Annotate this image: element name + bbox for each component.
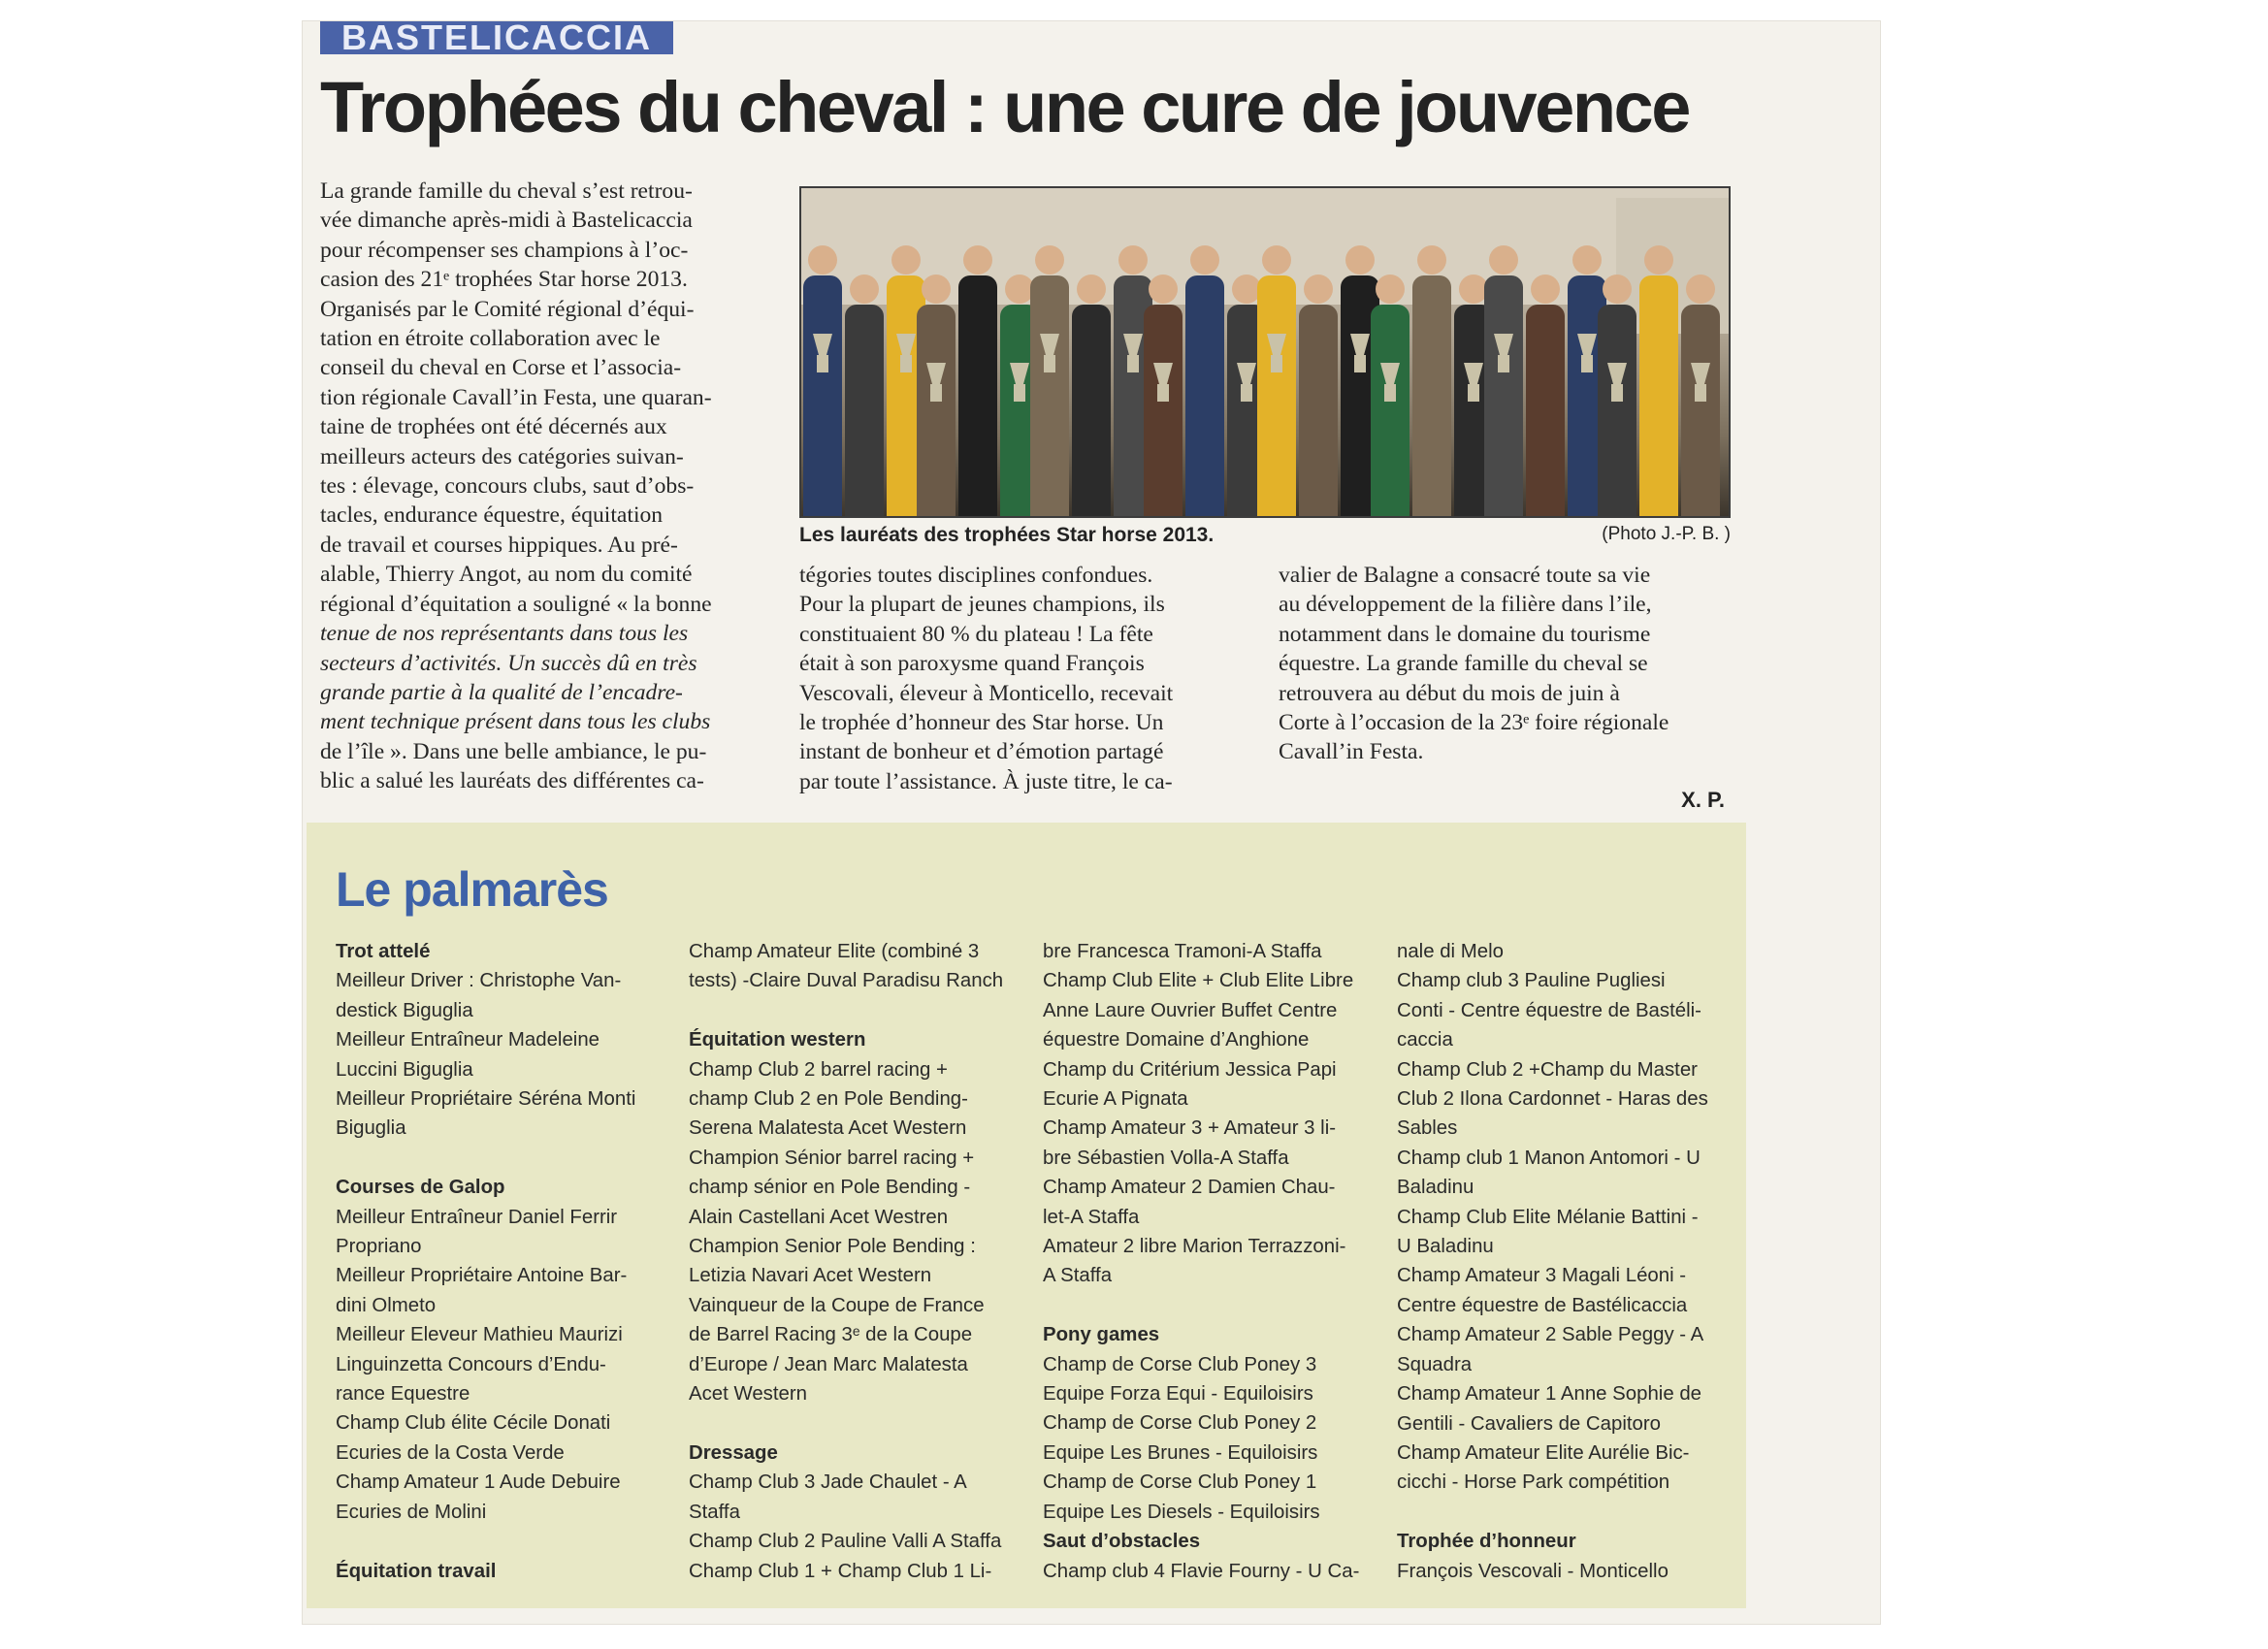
person-head	[1005, 275, 1034, 304]
person-figure	[1072, 305, 1111, 516]
article-line: Corte à l’occasion de la 23ᵉ foire régionale	[1279, 710, 1669, 736]
person-head	[1077, 275, 1106, 304]
section-tag: BASTELICACCIA	[320, 21, 673, 54]
palmares-entry: Champ Club 1 + Champ Club 1 Li-	[689, 1560, 992, 1582]
palmares-entry: Gentili - Cavaliers de Capitoro	[1397, 1412, 1661, 1435]
palmares-entry: Ecuries de Molini	[336, 1501, 487, 1523]
palmares-entry: Champ Amateur Elite Aurélie Bic-	[1397, 1441, 1690, 1464]
palmares-column-3	[1043, 937, 1382, 1586]
article-line: régional d’équitation a souligné « la bonne	[320, 591, 712, 617]
article-line: conseil du cheval en Corse et l’associa-	[320, 355, 682, 381]
palmares-entry: cicchi - Horse Park compétition	[1397, 1471, 1670, 1494]
person-head	[1417, 245, 1446, 275]
article-line: blic a salué les lauréats des différentes ca-	[320, 768, 704, 794]
palmares-entry: Baladinu	[1397, 1177, 1474, 1199]
person-head	[1232, 275, 1261, 304]
palmares-column-2	[689, 937, 1028, 1586]
article-column-3	[1279, 561, 1729, 767]
palmares-entry: Champ Amateur 2 Sable Peggy - A	[1397, 1324, 1704, 1346]
article-line: était à son paroxysme quand François	[799, 651, 1145, 677]
person-figure	[803, 275, 842, 516]
palmares-entry: Vainqueur de la Coupe de France	[689, 1294, 985, 1316]
palmares-entry: Champ Amateur 1 Anne Sophie de	[1397, 1383, 1702, 1406]
palmares-entry: Meilleur Propriétaire Antoine Bar-	[336, 1265, 628, 1287]
person-figure	[917, 305, 956, 516]
article-line: Organisés par le Comité régional d’équi-	[320, 296, 695, 322]
article-line: Vescovali, éleveur à Monticello, recevait	[799, 680, 1174, 706]
palmares-entry: U Baladinu	[1397, 1236, 1494, 1258]
palmares-category-heading: Trophée d’honneur	[1397, 1531, 1576, 1553]
palmares-entry: champ Club 2 en Pole Bending-	[689, 1088, 968, 1111]
article-line: par toute l’assistance. À juste titre, le ca-	[799, 768, 1173, 794]
article-line: Cavall’in Festa.	[1279, 739, 1424, 765]
palmares-entry: dini Olmeto	[336, 1294, 437, 1316]
palmares-entry: Champ club 3 Pauline Pugliesi	[1397, 970, 1666, 992]
palmares-entry: Amateur 2 libre Marion Terrazzoni-	[1043, 1236, 1346, 1258]
person-head	[1376, 275, 1405, 304]
person-head	[922, 275, 951, 304]
palmares-entry: Champ club 4 Flavie Fourny - U Ca-	[1043, 1560, 1360, 1582]
palmares-entry: Champ Amateur 2 Damien Chau-	[1043, 1177, 1336, 1199]
article-line: valier de Balagne a consacré toute sa vie	[1279, 563, 1651, 588]
palmares-entry: bre Sébastien Volla-A Staffa	[1043, 1147, 1289, 1169]
article-line: grande partie à la qualité de l’encadre-	[320, 679, 683, 705]
person-head	[1572, 245, 1602, 275]
article-line: alable, Thierry Angot, au nom du comité	[320, 562, 693, 588]
palmares-entry: François Vescovali - Monticello	[1397, 1560, 1669, 1582]
person-head	[1304, 275, 1333, 304]
palmares-entry: Champ de Corse Club Poney 1	[1043, 1471, 1317, 1494]
person-head	[1118, 245, 1148, 275]
palmares-category-heading: Courses de Galop	[336, 1177, 505, 1199]
article-line: instant de bonheur et d’émotion partagé	[799, 739, 1164, 765]
palmares-entry: Champ Club Elite Mélanie Battini -	[1397, 1206, 1699, 1228]
photo-caption-text: Les lauréats des trophées Star horse 2013.	[799, 524, 1215, 546]
palmares-entry: nale di Melo	[1397, 941, 1504, 962]
article-line: meilleurs acteurs des catégories suivan-	[320, 443, 684, 469]
article-line: au développement de la filière dans l’ile,	[1279, 592, 1652, 618]
palmares-category-heading: Équitation western	[689, 1029, 866, 1051]
person-head	[1644, 245, 1673, 275]
person-head	[1190, 245, 1219, 275]
palmares-title: Le palmarès	[336, 862, 608, 917]
person-figure	[1681, 305, 1720, 516]
palmares-category-heading: Équitation travail	[336, 1560, 497, 1582]
palmares-entry: Ecuries de la Costa Verde	[336, 1441, 565, 1464]
palmares-entry: Conti - Centre équestre de Bastéli-	[1397, 999, 1701, 1021]
person-head	[1459, 275, 1488, 304]
palmares-category-heading: Saut d’obstacles	[1043, 1531, 1201, 1553]
palmares-entry: Propriano	[336, 1236, 422, 1258]
palmares-entry: Champion Sénior barrel racing +	[689, 1147, 975, 1169]
person-head	[850, 275, 879, 304]
palmares-entry: Club 2 Ilona Cardonnet - Haras des	[1397, 1088, 1708, 1111]
person-head	[1603, 275, 1632, 304]
palmares-entry: Linguinzetta Concours d’Endu-	[336, 1353, 606, 1375]
person-figure	[958, 275, 997, 516]
article-line: vée dimanche après-midi à Bastelicaccia	[320, 208, 693, 234]
palmares-spacer	[689, 1408, 1028, 1438]
palmares-entry: Serena Malatesta Acet Western	[689, 1117, 967, 1140]
palmares-entry: Champ Amateur 3 + Amateur 3 li-	[1043, 1117, 1337, 1140]
article-line: tacles, endurance équestre, équitation	[320, 502, 664, 529]
palmares-entry: Champ du Critérium Jessica Papi	[1043, 1058, 1337, 1081]
person-figure	[1144, 305, 1183, 516]
palmares-entry: Champion Senior Pole Bending :	[689, 1236, 976, 1258]
article-line: taine de trophées ont été décernés aux	[320, 414, 667, 440]
palmares-entry: Meilleur Entraîneur Madeleine	[336, 1029, 600, 1051]
article-line: de l’île ». Dans une belle ambiance, le pu-	[320, 738, 707, 764]
palmares-entry: champ sénior en Pole Bending -	[689, 1177, 971, 1199]
palmares-column-4	[1397, 937, 1736, 1586]
photo-caption	[799, 524, 1731, 547]
palmares-entry: Letizia Navari Acet Western	[689, 1265, 932, 1287]
article-line: tion régionale Cavall’in Festa, une quaran-	[320, 384, 712, 410]
person-figure	[1030, 275, 1069, 516]
palmares-spacer	[689, 996, 1028, 1025]
palmares-entry: de Barrel Racing 3ᵉ de la Coupe	[689, 1324, 973, 1346]
palmares-entry: Champ Club 2 Pauline Valli A Staffa	[689, 1531, 1002, 1553]
palmares-entry: Equipe Les Diesels - Equiloisirs	[1043, 1501, 1320, 1523]
palmares-spacer	[336, 1527, 675, 1556]
palmares-entry: tests) -Claire Duval Paradisu Ranch	[689, 970, 1004, 992]
article-line: le trophée d’honneur des Star horse. Un	[799, 710, 1164, 736]
author-signature: X. P.	[1681, 788, 1725, 812]
newspaper-clipping	[303, 21, 1880, 1624]
palmares-entry: let-A Staffa	[1043, 1206, 1140, 1228]
person-head	[1035, 245, 1064, 275]
palmares-entry: A Staffa	[1043, 1265, 1113, 1287]
palmares-entry: Champ de Corse Club Poney 3	[1043, 1353, 1317, 1375]
palmares-spacer	[336, 1144, 675, 1173]
article-line: tes : élevage, concours clubs, saut d’obs-	[320, 473, 695, 500]
palmares-entry: Meilleur Driver : Christophe Van-	[336, 970, 622, 992]
person-figure	[1185, 275, 1224, 516]
article-line: Pour la plupart de jeunes champions, ils	[799, 592, 1165, 618]
article-line: tégories toutes disciplines confondues.	[799, 563, 1153, 588]
palmares-column-1	[336, 937, 675, 1586]
palmares-entry: Ecurie A Pignata	[1043, 1088, 1188, 1111]
palmares-entry: Meilleur Propriétaire Séréna Monti	[336, 1088, 636, 1111]
article-line: tation en étroite collaboration avec le	[320, 326, 661, 352]
person-head	[1262, 245, 1291, 275]
article-column-2	[799, 561, 1244, 796]
person-figure	[1299, 305, 1338, 516]
person-head	[1531, 275, 1560, 304]
palmares-entry: Champ Club 2 +Champ du Master	[1397, 1058, 1698, 1081]
person-head	[963, 245, 992, 275]
person-head	[808, 245, 837, 275]
article-line: pour récompenser ses champions à l’oc-	[320, 237, 689, 263]
person-head	[1686, 275, 1715, 304]
person-figure	[1371, 305, 1409, 516]
photo-illustration	[801, 188, 1729, 516]
palmares-entry: Centre équestre de Bastélicaccia	[1397, 1294, 1688, 1316]
person-figure	[1412, 275, 1451, 516]
palmares-entry: Equipe Les Brunes - Equiloisirs	[1043, 1441, 1318, 1464]
article-line: notamment dans le domaine du tourisme	[1279, 621, 1651, 647]
article-line: casion des 21ᵉ trophées Star horse 2013.	[320, 267, 688, 293]
palmares-entry: destick Biguglia	[336, 999, 473, 1021]
palmares-entry: Alain Castellani Acet Westren	[689, 1206, 949, 1228]
palmares-entry: Champ Club élite Cécile Donati	[336, 1412, 611, 1435]
person-figure	[1257, 275, 1296, 516]
palmares-entry: d’Europe / Jean Marc Malatesta	[689, 1353, 968, 1375]
palmares-entry: Champ Club Elite + Club Elite Libre	[1043, 970, 1354, 992]
palmares-entry: Champ Amateur 3 Magali Léoni -	[1397, 1265, 1687, 1287]
person-figure	[845, 305, 884, 516]
person-figure	[1639, 275, 1678, 516]
article-line: équestre. La grande famille du cheval se	[1279, 651, 1648, 677]
article-column-1	[320, 177, 774, 796]
person-head	[1345, 245, 1375, 275]
palmares-entry: Anne Laure Ouvrier Buffet Centre	[1043, 999, 1338, 1021]
article-line: retrouvera au début du mois de juin à	[1279, 680, 1620, 706]
article-line: La grande famille du cheval s’est retrou-	[320, 178, 693, 204]
palmares-entry: rance Equestre	[336, 1383, 470, 1406]
palmares-category-heading: Pony games	[1043, 1324, 1160, 1346]
person-head	[1489, 245, 1518, 275]
palmares-category-heading: Trot attelé	[336, 941, 431, 962]
person-head	[891, 245, 921, 275]
palmares-entry: Biguglia	[336, 1117, 406, 1140]
crowd-figures	[803, 245, 1720, 516]
palmares-entry: Champ Club 3 Jade Chaulet - A	[689, 1471, 967, 1494]
palmares-entry: Equipe Forza Equi - Equiloisirs	[1043, 1383, 1313, 1406]
palmares-spacer	[1043, 1291, 1382, 1320]
photo-credit: (Photo J.-P. B. )	[1602, 524, 1731, 544]
person-figure	[1526, 305, 1565, 516]
palmares-entry: Squadra	[1397, 1353, 1473, 1375]
article-line: tenue de nos représentants dans tous les	[320, 621, 689, 647]
group-photo	[799, 186, 1731, 518]
palmares-entry: équestre Domaine d’Anghione	[1043, 1029, 1310, 1051]
palmares-entry: Meilleur Eleveur Mathieu Maurizi	[336, 1324, 623, 1346]
person-figure	[1484, 275, 1523, 516]
palmares-entry: Luccini Biguglia	[336, 1058, 473, 1081]
palmares-entry: Champ Club 2 barrel racing +	[689, 1058, 948, 1081]
palmares-entry: Sables	[1397, 1117, 1458, 1140]
article-line: secteurs d’activités. Un succès dû en très	[320, 650, 697, 676]
article-line: de travail et courses hippiques. Au pré-	[320, 532, 678, 558]
palmares-entry: Staffa	[689, 1501, 740, 1523]
palmares-entry: Champ club 1 Manon Antomori - U	[1397, 1147, 1701, 1169]
palmares-box	[307, 823, 1746, 1608]
palmares-entry: caccia	[1397, 1029, 1453, 1051]
palmares-spacer	[1397, 1498, 1736, 1527]
article-line: constituaient 80 % du plateau ! La fête	[799, 621, 1153, 647]
palmares-entry: Champ Amateur Elite (combiné 3	[689, 941, 980, 962]
palmares-entry: Champ Amateur 1 Aude Debuire	[336, 1471, 621, 1494]
article-line: ment technique présent dans tous les clubs	[320, 709, 711, 735]
headline: Trophées du cheval : une cure de jouvence	[320, 67, 1689, 147]
palmares-entry: Champ de Corse Club Poney 2	[1043, 1412, 1317, 1435]
palmares-entry: bre Francesca Tramoni-A Staffa	[1043, 941, 1322, 962]
person-figure	[1598, 305, 1636, 516]
palmares-entry: Acet Western	[689, 1383, 808, 1406]
palmares-category-heading: Dressage	[689, 1441, 778, 1464]
person-head	[1149, 275, 1178, 304]
palmares-entry: Meilleur Entraîneur Daniel Ferrir	[336, 1206, 618, 1228]
